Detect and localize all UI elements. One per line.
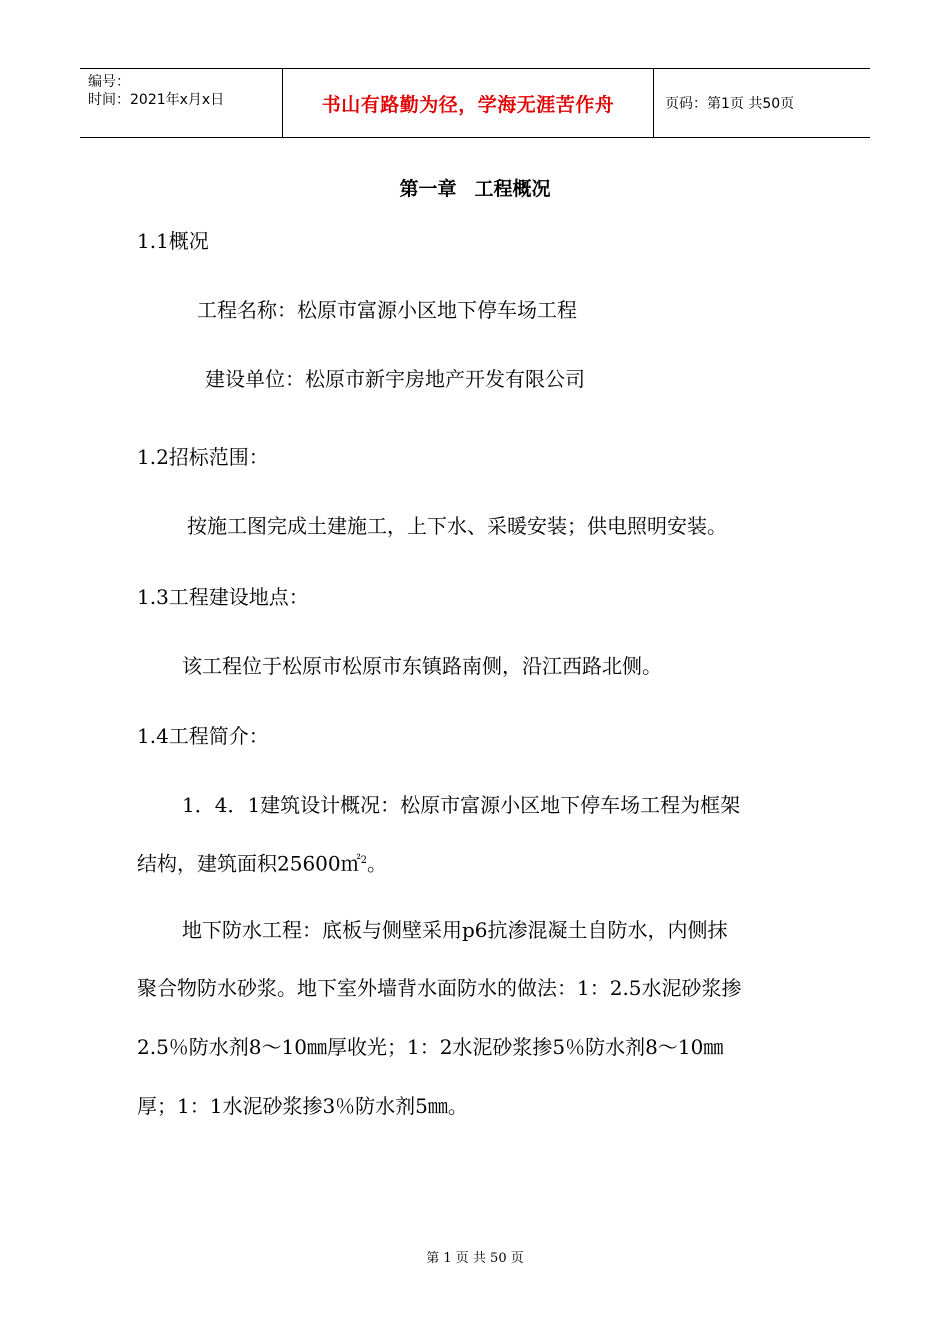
bidding-scope-text: 按施工图完成土建施工，上下水、采暖安装；供电照明安装。 [187,514,727,538]
chapter-title: 第一章 工程概况 [399,178,551,200]
location-text: 该工程位于松原市松原市东镇路南侧，沿江西路北侧。 [182,654,662,678]
design-overview-line-1: 1．4．1建筑设计概况：松原市富源小区地下停车场工程为框架 [182,793,741,817]
page-header [80,68,870,138]
section-heading-1-1: 1.1概况 [137,229,209,253]
page-footer: 第 1 页 共 50 页 [426,1251,524,1266]
builder-unit: 建设单位：松原市新宇房地产开发有限公司 [205,367,585,391]
section-heading-1-4: 1.4工程简介： [137,724,269,748]
section-heading-1-2: 1.2招标范围： [137,445,269,469]
header-meta-cell [80,69,283,137]
design-overview-end: 。 [367,851,387,876]
project-name: 工程名称：松原市富源小区地下停车场工程 [197,298,577,322]
waterproof-line-3: 2.5％防水剂8～10㎜厚收光；1：2水泥砂浆掺5％防水剂8～10㎜ [137,1035,724,1059]
document-number-label: 编号： [88,74,130,90]
design-overview-text: 结构，建筑面积25600㎡ [137,851,361,876]
waterproof-line-1: 地下防水工程：底板与侧壁采用p6抗渗混凝土自防水，内侧抹 [182,918,728,942]
section-heading-1-3: 1.3工程建设地点： [137,585,309,609]
header-page-info: 页码：第1页 共50页 [665,96,795,112]
waterproof-line-2: 聚合物防水砂浆。地下室外墙背水面防水的做法：1：2.5水泥砂浆掺 [137,976,742,1000]
area-superscript: 2 [360,855,367,866]
header-motto: 书山有路勤为径，学海无涯苦作舟 [283,69,654,137]
waterproof-line-4: 厚；1：1水泥砂浆掺3％防水剂5㎜。 [137,1094,468,1118]
design-overview-line-2 [137,849,387,876]
document-date-label: 时间：2021年x月x日 [88,92,225,108]
